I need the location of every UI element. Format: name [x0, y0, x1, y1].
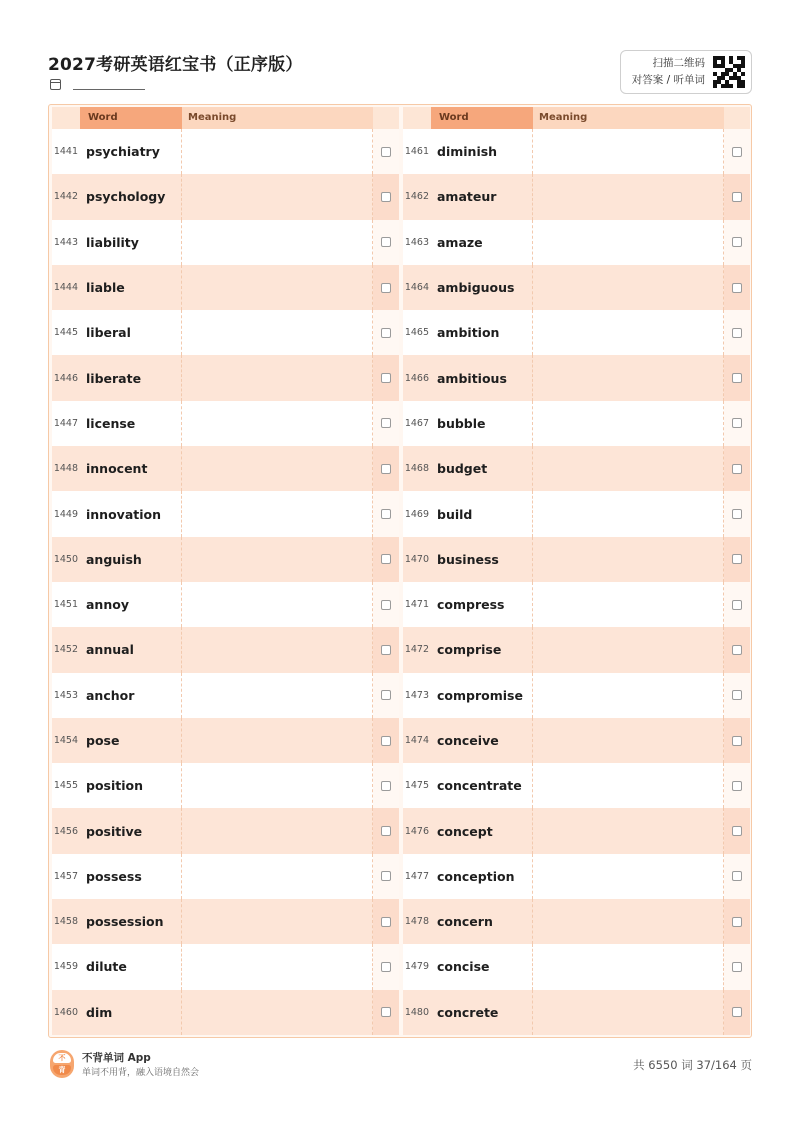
checkbox-cell [724, 265, 750, 310]
word-text: amateur [431, 174, 533, 219]
app-slogan: 单词不用背，融入语境自然会 [82, 1068, 200, 1078]
checkbox-cell [724, 355, 750, 400]
checkbox[interactable] [732, 147, 742, 157]
meaning-cell[interactable] [533, 627, 724, 672]
table-row [52, 265, 399, 310]
word-number: 1450 [53, 553, 78, 565]
checkbox[interactable] [381, 509, 391, 519]
checkbox[interactable] [381, 554, 391, 564]
table-row [52, 355, 399, 400]
table-row [52, 220, 399, 265]
word-number: 1454 [53, 735, 78, 746]
word-text: possess [80, 854, 182, 899]
word-number: 1445 [53, 327, 78, 339]
meaning-cell[interactable] [533, 808, 724, 853]
header-word: Word [80, 107, 182, 129]
checkbox-cell [373, 763, 399, 808]
checkbox[interactable] [381, 373, 391, 383]
table-row [403, 627, 750, 672]
table-row [52, 401, 399, 446]
word-text: psychology [80, 174, 182, 219]
meaning-cell[interactable] [182, 854, 373, 899]
checkbox-cell [724, 990, 750, 1035]
meaning-cell[interactable] [182, 265, 373, 310]
word-number: 1480 [404, 1006, 429, 1018]
table-row [52, 990, 399, 1035]
word-number: 1441 [53, 146, 78, 158]
table-row [52, 899, 399, 944]
rows-right [403, 129, 750, 1035]
header-number-cell [52, 107, 80, 129]
checkbox-cell [724, 899, 750, 944]
header-meaning: Meaning [182, 107, 373, 129]
table-row [52, 537, 399, 582]
table-row [403, 944, 750, 989]
page-header [48, 48, 752, 96]
qr-code-icon[interactable] [713, 56, 745, 88]
word-number: 1472 [404, 644, 429, 656]
meaning-cell[interactable] [182, 582, 373, 627]
meaning-cell[interactable] [182, 990, 373, 1035]
meaning-cell[interactable] [533, 673, 724, 718]
logo-top-glyph: 不 [53, 1053, 71, 1063]
meaning-cell[interactable] [182, 808, 373, 853]
word-number: 1464 [404, 282, 429, 294]
meaning-cell[interactable] [182, 673, 373, 718]
checkbox-cell [724, 627, 750, 672]
table-row [52, 718, 399, 763]
checkbox-cell [373, 401, 399, 446]
qr-caption [632, 55, 705, 89]
word-number: 1452 [53, 644, 78, 656]
checkbox[interactable] [732, 509, 742, 519]
word-number: 1444 [53, 282, 78, 294]
word-text: liberate [80, 355, 182, 400]
checkbox[interactable] [381, 781, 391, 791]
table-row [403, 854, 750, 899]
word-text: comprise [431, 627, 533, 672]
word-number: 1459 [53, 961, 78, 973]
table-row [52, 582, 399, 627]
word-number: 1466 [404, 372, 429, 384]
word-table [48, 104, 752, 1038]
word-number: 1478 [404, 916, 429, 928]
meaning-cell[interactable] [182, 899, 373, 944]
checkbox-cell [724, 174, 750, 219]
checkbox-cell [373, 673, 399, 718]
table-row [52, 944, 399, 989]
checkbox-cell [724, 220, 750, 265]
header-meaning: Meaning [533, 107, 724, 129]
table-header [403, 107, 750, 129]
meaning-cell[interactable] [533, 174, 724, 219]
header-check-cell [373, 107, 399, 129]
word-number: 1456 [53, 825, 78, 837]
checkbox[interactable] [381, 600, 391, 610]
word-text: ambitious [431, 355, 533, 400]
checkbox[interactable] [732, 373, 742, 383]
word-number: 1477 [404, 870, 429, 882]
checkbox[interactable] [381, 418, 391, 428]
word-text: psychiatry [80, 129, 182, 174]
meaning-cell[interactable] [533, 446, 724, 491]
word-number: 1442 [53, 191, 78, 203]
meaning-cell[interactable] [533, 310, 724, 355]
checkbox[interactable] [732, 1007, 742, 1017]
checkbox-cell [373, 491, 399, 536]
word-number: 1463 [404, 236, 429, 248]
checkbox[interactable] [381, 962, 391, 972]
checkbox[interactable] [732, 962, 742, 972]
word-text: ambiguous [431, 265, 533, 310]
word-number: 1465 [404, 327, 429, 339]
word-number: 1447 [53, 417, 78, 429]
checkbox[interactable] [732, 871, 742, 881]
word-text: build [431, 491, 533, 536]
checkbox[interactable] [732, 418, 742, 428]
checkbox-cell [724, 491, 750, 536]
page-info: 共 6550 词 37/164 页 [633, 1058, 752, 1072]
meaning-cell[interactable] [182, 401, 373, 446]
word-text: liable [80, 265, 182, 310]
table-row [403, 401, 750, 446]
checkbox[interactable] [732, 237, 742, 247]
qr-caption-line1: 扫描二维码 [652, 57, 705, 69]
meaning-cell[interactable] [182, 627, 373, 672]
checkbox-cell [724, 310, 750, 355]
word-text: annual [80, 627, 182, 672]
word-number: 1479 [404, 961, 429, 973]
table-row [52, 174, 399, 219]
checkbox[interactable] [381, 736, 391, 746]
meaning-cell[interactable] [533, 582, 724, 627]
table-row [52, 446, 399, 491]
word-number: 1460 [53, 1006, 78, 1018]
checkbox[interactable] [732, 690, 742, 700]
checkbox[interactable] [732, 781, 742, 791]
table-row [52, 129, 399, 174]
table-row [52, 763, 399, 808]
meaning-cell[interactable] [533, 899, 724, 944]
word-text: budget [431, 446, 533, 491]
word-number: 1471 [404, 599, 429, 611]
table-row [52, 808, 399, 853]
word-text: innovation [80, 491, 182, 536]
meaning-cell[interactable] [182, 220, 373, 265]
word-text: dilute [80, 944, 182, 989]
table-row [403, 310, 750, 355]
meaning-cell[interactable] [533, 854, 724, 899]
meaning-cell[interactable] [533, 220, 724, 265]
word-text: positive [80, 808, 182, 853]
checkbox[interactable] [381, 871, 391, 881]
meaning-cell[interactable] [533, 990, 724, 1035]
table-row [403, 129, 750, 174]
meaning-cell[interactable] [182, 446, 373, 491]
meaning-cell[interactable] [182, 718, 373, 763]
table-row [52, 854, 399, 899]
word-text: position [80, 763, 182, 808]
checkbox[interactable] [732, 736, 742, 746]
checkbox[interactable] [381, 690, 391, 700]
date-blank-line [73, 80, 145, 90]
checkbox[interactable] [732, 826, 742, 836]
checkbox-cell [724, 763, 750, 808]
word-number: 1448 [53, 463, 78, 475]
word-number: 1473 [404, 689, 429, 701]
meaning-cell[interactable] [182, 355, 373, 400]
word-text: possession [80, 899, 182, 944]
rows-left [52, 129, 399, 1035]
checkbox[interactable] [381, 645, 391, 655]
word-text: dim [80, 990, 182, 1035]
table-row [403, 220, 750, 265]
word-text: concentrate [431, 763, 533, 808]
word-text: bubble [431, 401, 533, 446]
checkbox[interactable] [381, 917, 391, 927]
qr-caption-line2: 对答案 / 听单词 [631, 74, 705, 86]
table-row [52, 491, 399, 536]
checkbox[interactable] [732, 600, 742, 610]
word-text: liability [80, 220, 182, 265]
checkbox-cell [724, 718, 750, 763]
table-row [403, 808, 750, 853]
word-number: 1467 [404, 417, 429, 429]
word-number: 1449 [53, 508, 78, 520]
checkbox[interactable] [381, 826, 391, 836]
word-number: 1451 [53, 599, 78, 611]
table-row [403, 265, 750, 310]
checkbox[interactable] [732, 192, 742, 202]
table-header [52, 107, 399, 129]
word-text: concern [431, 899, 533, 944]
word-text: concise [431, 944, 533, 989]
word-text: anchor [80, 673, 182, 718]
meaning-cell[interactable] [533, 129, 724, 174]
table-row [52, 627, 399, 672]
checkbox-cell [373, 899, 399, 944]
checkbox-cell [373, 446, 399, 491]
word-text: innocent [80, 446, 182, 491]
word-number: 1475 [404, 780, 429, 792]
word-text: license [80, 401, 182, 446]
meaning-cell[interactable] [182, 491, 373, 536]
word-text: business [431, 537, 533, 582]
table-row [403, 582, 750, 627]
word-text: amaze [431, 220, 533, 265]
checkbox[interactable] [732, 645, 742, 655]
checkbox-cell [724, 854, 750, 899]
checkbox-cell [373, 718, 399, 763]
word-number: 1474 [404, 735, 429, 746]
checkbox-cell [373, 220, 399, 265]
meaning-cell[interactable] [182, 129, 373, 174]
logo-bottom-glyph: 背 [53, 1065, 71, 1075]
checkbox-cell [724, 944, 750, 989]
meaning-cell[interactable] [533, 944, 724, 989]
checkbox-cell [724, 582, 750, 627]
word-text: concept [431, 808, 533, 853]
table-row [403, 446, 750, 491]
checkbox[interactable] [381, 283, 391, 293]
checkbox[interactable] [732, 464, 742, 474]
table-row [403, 763, 750, 808]
word-text: annoy [80, 582, 182, 627]
word-text: anguish [80, 537, 182, 582]
word-text: conception [431, 854, 533, 899]
table-row [403, 174, 750, 219]
checkbox-cell [373, 627, 399, 672]
checkbox-cell [724, 808, 750, 853]
meaning-cell[interactable] [533, 265, 724, 310]
meaning-cell[interactable] [533, 718, 724, 763]
word-number: 1462 [404, 191, 429, 203]
meaning-cell[interactable] [182, 310, 373, 355]
checkbox-cell [724, 129, 750, 174]
table-row [403, 537, 750, 582]
table-row [403, 355, 750, 400]
checkbox-cell [724, 673, 750, 718]
checkbox-cell [373, 808, 399, 853]
word-number: 1476 [404, 825, 429, 837]
checkbox-cell [724, 401, 750, 446]
page-footer [48, 1048, 752, 1080]
app-logo-icon [50, 1050, 74, 1078]
checkbox[interactable] [381, 147, 391, 157]
word-number: 1469 [404, 508, 429, 520]
meaning-cell[interactable] [533, 763, 724, 808]
qr-panel[interactable] [620, 50, 752, 94]
table-row [403, 491, 750, 536]
word-column-left [52, 107, 399, 1035]
checkbox[interactable] [381, 192, 391, 202]
word-text: compress [431, 582, 533, 627]
meaning-cell[interactable] [533, 401, 724, 446]
table-row [403, 718, 750, 763]
word-text: diminish [431, 129, 533, 174]
checkbox-cell [373, 129, 399, 174]
meaning-cell[interactable] [182, 944, 373, 989]
table-row [52, 310, 399, 355]
word-number: 1446 [53, 372, 78, 384]
checkbox[interactable] [732, 328, 742, 338]
checkbox-cell [373, 174, 399, 219]
word-number: 1453 [53, 689, 78, 701]
word-text: conceive [431, 718, 533, 763]
checkbox[interactable] [732, 283, 742, 293]
header-check-cell [724, 107, 750, 129]
word-text: ambition [431, 310, 533, 355]
checkbox-cell [373, 310, 399, 355]
meaning-cell[interactable] [182, 763, 373, 808]
checkbox[interactable] [381, 237, 391, 247]
checkbox[interactable] [732, 917, 742, 927]
app-name: 不背单词 App [82, 1052, 151, 1064]
meaning-cell[interactable] [533, 537, 724, 582]
checkbox[interactable] [732, 554, 742, 564]
word-number: 1468 [404, 463, 429, 475]
word-text: liberal [80, 310, 182, 355]
table-row [403, 899, 750, 944]
table-row [403, 990, 750, 1035]
checkbox[interactable] [381, 328, 391, 338]
meaning-cell[interactable] [182, 537, 373, 582]
checkbox-cell [373, 944, 399, 989]
checkbox[interactable] [381, 1007, 391, 1017]
word-number: 1443 [53, 236, 78, 248]
word-number: 1457 [53, 870, 78, 882]
checkbox-cell [724, 446, 750, 491]
header-number-cell [403, 107, 431, 129]
checkbox-cell [724, 537, 750, 582]
word-number: 1458 [53, 916, 78, 928]
checkbox-cell [373, 582, 399, 627]
meaning-cell[interactable] [533, 491, 724, 536]
header-word: Word [431, 107, 533, 129]
word-text: compromise [431, 673, 533, 718]
meaning-cell[interactable] [182, 174, 373, 219]
page-title: 2027考研英语红宝书（正序版） [48, 55, 303, 75]
checkbox-cell [373, 990, 399, 1035]
word-text: concrete [431, 990, 533, 1035]
meaning-cell[interactable] [533, 355, 724, 400]
table-row [52, 673, 399, 718]
checkbox-cell [373, 537, 399, 582]
date-row [50, 79, 145, 90]
checkbox-cell [373, 854, 399, 899]
word-column-right [403, 107, 750, 1035]
checkbox-cell [373, 265, 399, 310]
calendar-icon [50, 79, 61, 90]
word-text: pose [80, 718, 182, 763]
checkbox-cell [373, 355, 399, 400]
word-number: 1455 [53, 780, 78, 792]
word-number: 1461 [404, 146, 429, 158]
checkbox[interactable] [381, 464, 391, 474]
word-number: 1470 [404, 553, 429, 565]
table-row [403, 673, 750, 718]
